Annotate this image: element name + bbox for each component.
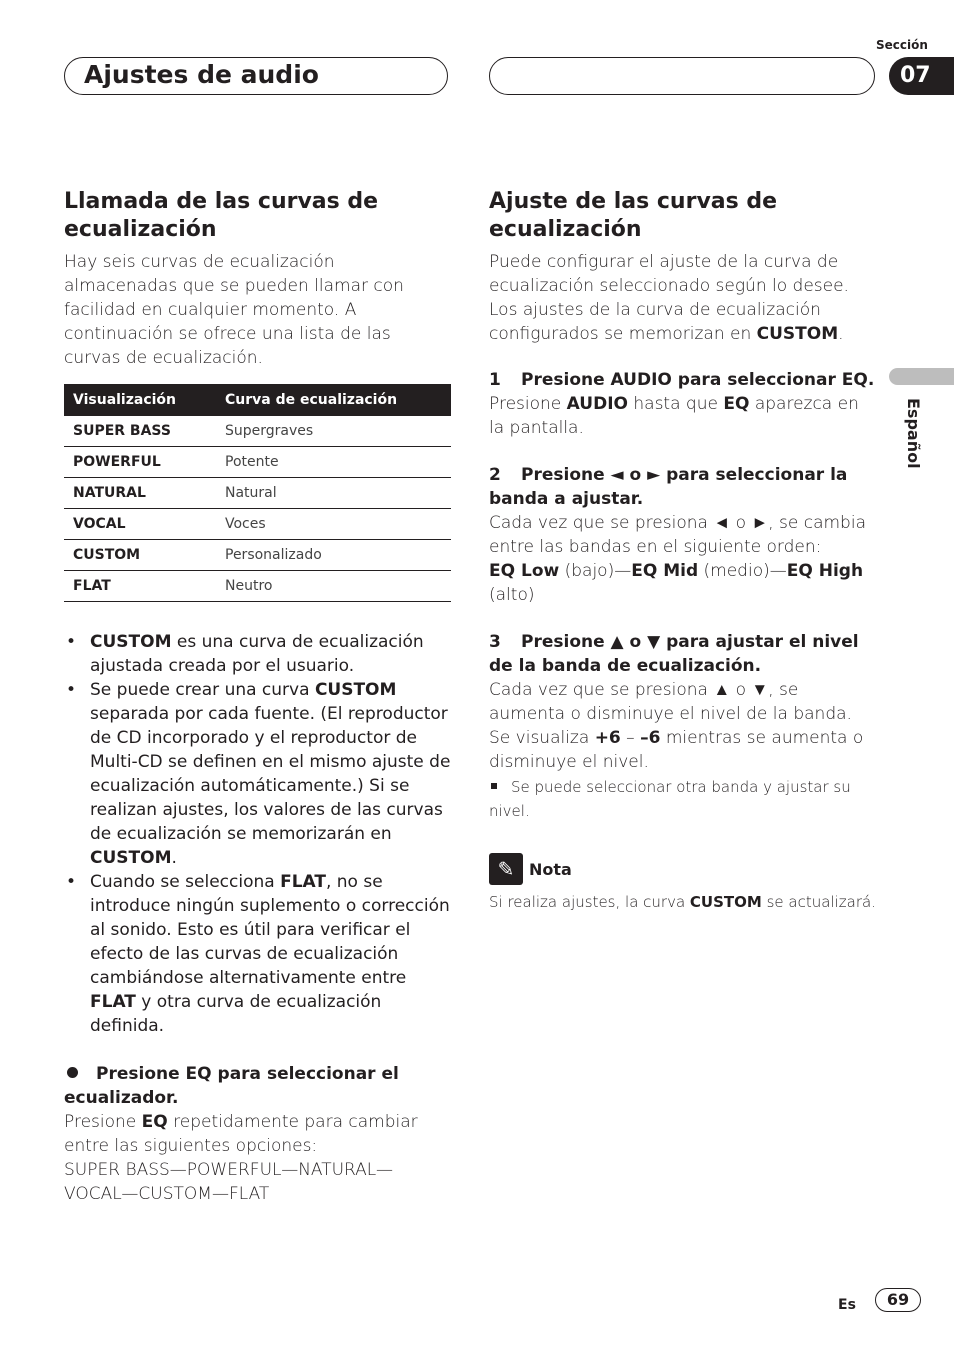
bullet-text: Cuando se selecciona <box>90 872 281 892</box>
bold-term: CUSTOM <box>756 324 839 344</box>
table-row <box>64 478 451 509</box>
step-body-text: Presione <box>489 394 567 414</box>
sequence-separator: — <box>281 1160 299 1180</box>
table-row <box>64 571 451 602</box>
list-item <box>64 870 452 1038</box>
tip-text: Se puede seleccionar otra banda y ajustar su nivel. <box>489 778 851 820</box>
sequence-separator: — <box>121 1184 139 1204</box>
tip-square-icon <box>491 783 497 789</box>
bold-term: EQ <box>141 1112 168 1132</box>
page-title: Ajustes de audio <box>84 60 319 89</box>
step-3-range <box>489 726 877 774</box>
eq-curves-table <box>64 384 451 602</box>
note-body-text: se actualizará. <box>761 893 876 911</box>
range-text: Se visualiza <box>489 728 595 748</box>
step-number: 1 <box>489 370 501 390</box>
left-step-body <box>64 1110 452 1158</box>
bold-term: EQ <box>723 394 750 414</box>
sequence-item: NATURAL <box>298 1160 376 1180</box>
bullet-text: separada por cada fuente. (El reproductor de CD incorporado y el reproductor de Multi-CD se definen en el mismo ajuste de ecualización automáticamente.) Si se realizan ajustes, los valores de las curvas de ecualización se memorizarán en <box>90 704 451 844</box>
step-3-heading <box>489 630 877 678</box>
range-max: +6 <box>594 728 621 748</box>
step-body-text: hasta que <box>627 394 724 414</box>
range-text: – <box>620 728 641 748</box>
table-cell-curve: Voces <box>216 509 451 540</box>
table-row <box>64 447 451 478</box>
footer-lang-code: Es <box>838 1297 856 1313</box>
step-heading-text: Presione ▲ o ▼ para ajustar el nivel de la banda de ecualización. <box>489 632 859 676</box>
note-body-text: Si realiza ajustes, la curva <box>489 893 690 911</box>
table-row <box>64 416 451 447</box>
band-desc: (medio) <box>698 561 770 581</box>
band-desc: (bajo) <box>559 561 615 581</box>
step-number: 3 <box>489 632 501 652</box>
bullet-text: y otra curva de ecualización definida. <box>90 992 382 1036</box>
table-cell-display: POWERFUL <box>64 447 216 478</box>
step-body-text: aparezca en la pantalla. <box>489 394 859 438</box>
sequence-separator: — <box>375 1160 393 1180</box>
note-label: Nota <box>529 859 572 879</box>
table-header-row <box>64 384 451 416</box>
sequence-item: CUSTOM <box>138 1184 212 1204</box>
sequence-separator: — <box>614 561 632 581</box>
table-header-display: Visualización <box>64 384 216 416</box>
bold-term: FLAT <box>90 992 136 1012</box>
bold-term: CUSTOM <box>90 848 172 868</box>
intro-text: Puede configurar el ajuste de la curva de ecualización seleccionado según lo desee. Los ajustes de la curva de ecualización configurados se memorizan en <box>489 252 849 344</box>
step-heading-text: Presione AUDIO para seleccionar EQ. <box>521 370 875 390</box>
table-row <box>64 509 451 540</box>
step-body-text: Presione <box>64 1112 142 1132</box>
range-min: –6 <box>640 728 661 748</box>
table-header-curve: Curva de ecualización <box>216 384 451 416</box>
band-name: EQ Low <box>489 561 560 581</box>
left-heading: Llamada de las curvas de ecualización <box>64 189 379 242</box>
left-bullet-list <box>64 630 452 1038</box>
bullet-dot-icon: • <box>66 680 77 700</box>
sequence-item: SUPER BASS <box>64 1160 170 1180</box>
sequence-item: FLAT <box>228 1184 270 1204</box>
bullet-text: . <box>171 848 177 868</box>
note-header <box>489 853 877 885</box>
intro-text: . <box>838 324 844 344</box>
table-cell-curve: Neutro <box>216 571 451 602</box>
sequence-separator: — <box>769 561 787 581</box>
band-name: EQ Mid <box>631 561 699 581</box>
step-2-heading <box>489 463 877 511</box>
table-cell-curve: Potente <box>216 447 451 478</box>
table-cell-curve: Personalizado <box>216 540 451 571</box>
language-tab-marker <box>889 368 954 385</box>
step-heading-text: Presione ◄ o ► para seleccionar la banda a ajustar. <box>489 465 848 509</box>
language-label: Español <box>904 398 923 469</box>
bold-term: CUSTOM <box>314 680 397 700</box>
band-sequence <box>489 559 877 607</box>
right-heading: Ajuste de las curvas de ecualización <box>489 189 778 242</box>
bullet-text: es una curva de ecualización ajustada creada por el usuario. <box>90 632 424 676</box>
left-column <box>64 188 452 1206</box>
bullet-text: , no se introduce ningún suplemento o corrección al sonido. Esto es útil para verificar el efecto de las curvas de ecualización cambiándose alternativamente entre <box>90 872 450 988</box>
table-cell-curve: Natural <box>216 478 451 509</box>
bold-term: CUSTOM <box>689 893 762 911</box>
table-cell-display: SUPER BASS <box>64 416 216 447</box>
sequence-separator: — <box>211 1184 229 1204</box>
section-number-tab: 07 <box>889 57 954 95</box>
step-1-heading <box>489 368 877 392</box>
step-number: 2 <box>489 465 501 485</box>
header-blank-frame <box>489 57 875 95</box>
bullet-dot-icon: • <box>66 872 77 892</box>
bullet-text: Se puede crear una curva <box>90 680 315 700</box>
table-cell-curve: Supergraves <box>216 416 451 447</box>
table-cell-display: VOCAL <box>64 509 216 540</box>
sequence-item: VOCAL <box>64 1184 122 1204</box>
step-body-text: repetidamente para cambiar entre las siguientes opciones: <box>64 1112 418 1156</box>
step-bullet-icon <box>67 1067 78 1078</box>
bold-term: FLAT <box>280 872 326 892</box>
step-2-body: Cada vez que se presiona ◄ o ►, se cambia entre las bandas en el siguiente orden: <box>489 513 866 557</box>
sequence-item: POWERFUL <box>186 1160 282 1180</box>
step-3-body: Cada vez que se presiona ▲ o ▼, se aumenta o disminuye el nivel de la banda. <box>489 680 852 724</box>
note-text <box>489 890 877 914</box>
table-cell-display: NATURAL <box>64 478 216 509</box>
table-row <box>64 540 451 571</box>
eq-sequence <box>64 1158 452 1206</box>
step-heading-text: Presione EQ para seleccionar el ecualizador. <box>64 1064 399 1108</box>
range-text: mientras se aumenta o disminuye el nivel. <box>489 728 864 772</box>
right-column <box>489 188 877 914</box>
bold-term: AUDIO <box>566 394 628 414</box>
list-item <box>64 678 452 870</box>
band-name: EQ High <box>786 561 864 581</box>
sequence-separator: — <box>169 1160 187 1180</box>
left-step-heading <box>64 1062 452 1110</box>
step-1-body <box>489 392 877 440</box>
page-number: 69 <box>875 1288 921 1312</box>
left-intro: Hay seis curvas de ecualización almacenadas que se pueden llamar con facilidad en cualquier momento. A continuación se ofrece una lista de las curvas de ecualización. <box>64 252 404 368</box>
band-desc: (alto) <box>489 585 535 605</box>
pencil-note-icon: ✎ <box>489 853 523 885</box>
step-3-tip <box>489 775 877 823</box>
right-intro <box>489 250 877 346</box>
bullet-dot-icon: • <box>66 632 77 652</box>
table-cell-display: CUSTOM <box>64 540 216 571</box>
bold-term: CUSTOM <box>90 632 172 652</box>
list-item <box>64 630 452 678</box>
section-label: Sección <box>876 38 928 52</box>
table-cell-display: FLAT <box>64 571 216 602</box>
